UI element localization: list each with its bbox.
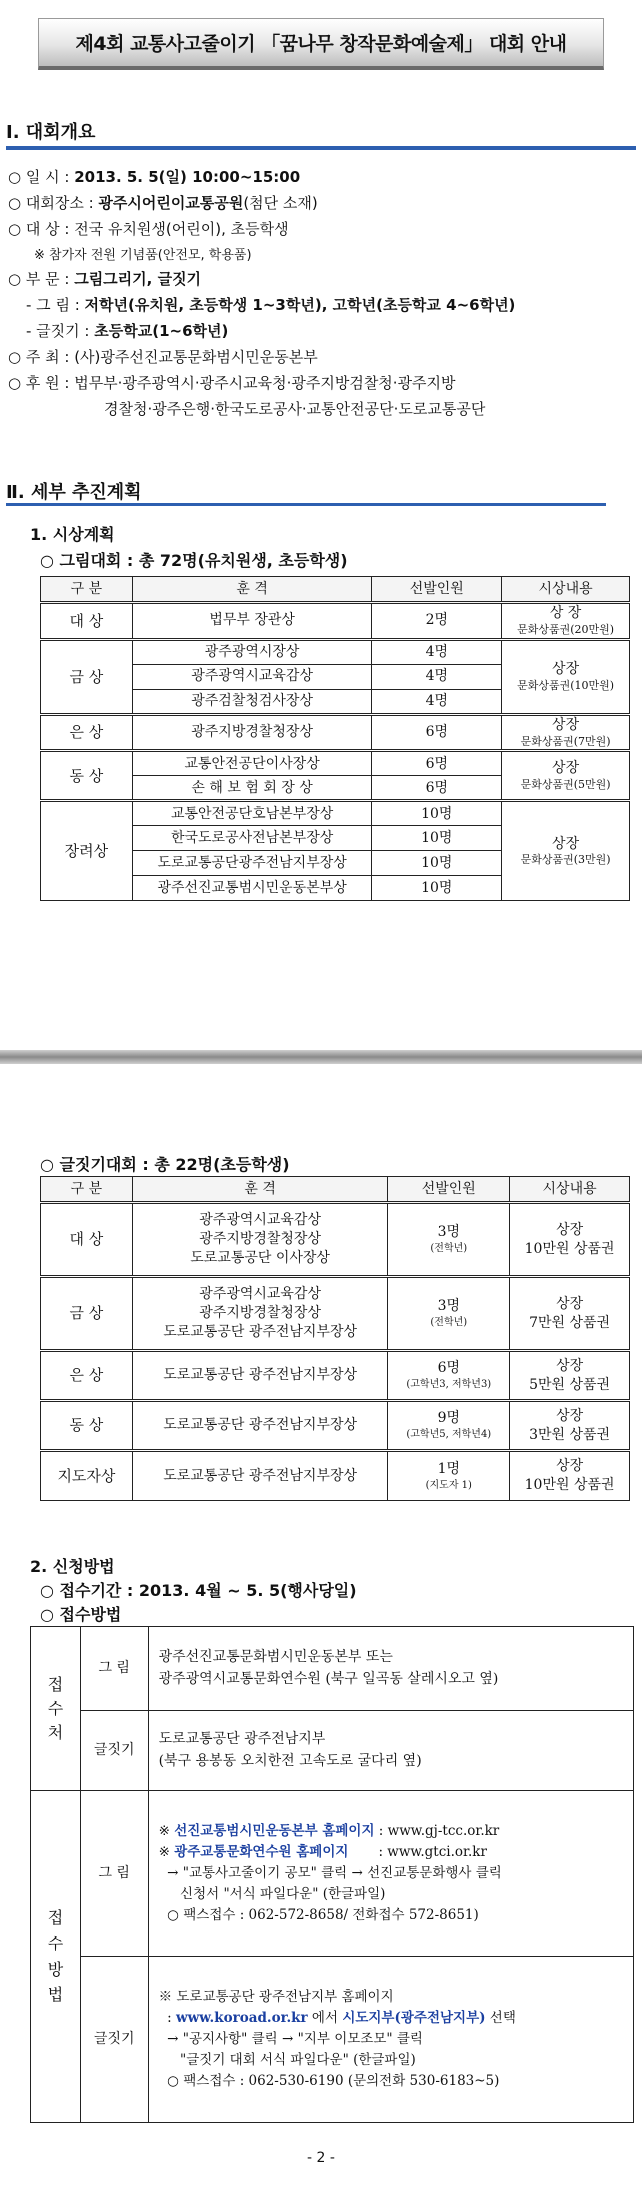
award-grade: 장려상 — [41, 801, 133, 901]
award-titles: 도로교통공단 광주전남지부장상 — [132, 1401, 388, 1451]
award-prize: 상 장 문화상품권(20만원) — [502, 603, 630, 640]
drawing-reception-place: 광주선진교통문화범시민운동본부 또는 광주광역시교통문화연수원 (북구 일곡동 살레시오고 옆) — [148, 1627, 633, 1711]
award-prize: 상장 3만원 상품권 — [510, 1401, 630, 1451]
award-prize: 상장 5만원 상품권 — [510, 1351, 630, 1401]
award-title: 한국도로공사전남본부장상 — [132, 826, 372, 851]
drawing-contest-title: ○ 그림대회 : 총 72명(유치원생, 초등학생) — [40, 551, 348, 570]
award-count: 6명 — [372, 751, 502, 776]
table-row — [41, 639, 630, 664]
writing-label: 글짓기 — [80, 1711, 148, 1791]
award-grade: 은 상 — [41, 1351, 133, 1401]
award-count: 9명 (고학년5, 저학년4) — [388, 1401, 510, 1451]
col-header-prize: 시상내용 — [510, 1177, 630, 1203]
writing-contest-title: ○ 글짓기대회 : 총 22명(초등학생) — [40, 1155, 290, 1174]
award-count: 3명 (전학년) — [388, 1203, 510, 1277]
reception-method-label: 접수방법 — [31, 1791, 81, 2123]
overview-value: 경찰청·광주은행·한국도로공사·교통안전공단·도로교통공단 — [104, 400, 486, 418]
table-row — [41, 801, 630, 826]
award-title: 법무부 장관상 — [132, 603, 372, 640]
award-grade: 대 상 — [41, 603, 133, 640]
overview-item — [8, 268, 201, 289]
award-titles: 광주광역시교육감상 광주지방경찰청장상 도로교통공단 이사장상 — [132, 1203, 388, 1277]
method-line: ※ 선진교통범시민운동본부 홈페이지 : www.gj-tcc.or.kr — [158, 1823, 500, 1840]
method-line: 신청서 "서식 파일다운" (한글파일) — [180, 1885, 386, 1902]
drawing-award-table — [40, 576, 630, 901]
writing-reception-place: 도로교통공단 광주전남지부 (북구 용봉동 오치한전 고속도로 굴다리 옆) — [148, 1711, 633, 1791]
page-title: 제4회 교통사고줄이기 「꿈나무 창작문화예술제」 대회 안내 — [75, 33, 567, 55]
award-plan-heading: 1. 시상계획 — [30, 525, 115, 544]
section2-heading: Ⅱ. 세부 추진계획 — [6, 482, 142, 503]
award-titles: 도로교통공단 광주전남지부장상 — [132, 1351, 388, 1401]
overview-label: ○ 주 최 : — [8, 348, 75, 366]
method-line: → "교통사고줄이기 공모" 클릭 → 선진교통문화행사 클릭 — [158, 1865, 502, 1882]
overview-value: ※ 참가자 전원 기념품(안전모, 학용품) — [34, 248, 252, 263]
overview-item — [8, 166, 300, 187]
award-titles: 광주광역시교육감상 광주지방경찰청장상 도로교통공단 광주전남지부장상 — [132, 1277, 388, 1351]
col-header-prize: 시상내용 — [502, 577, 630, 603]
award-title: 손 해 보 험 회 장 상 — [132, 776, 372, 801]
award-count: 2명 — [372, 603, 502, 640]
award-count: 4명 — [372, 664, 502, 689]
table-row — [41, 603, 630, 640]
col-header-count: 선발인원 — [372, 577, 502, 603]
award-prize: 상장 문화상품권(3만원) — [502, 801, 630, 901]
overview-item — [8, 346, 318, 367]
overview-value: 초등학교(1~6학년) — [94, 322, 229, 340]
overview-label: ○ 대회장소 : — [8, 194, 99, 212]
award-count: 10명 — [372, 826, 502, 851]
award-title: 교통안전공단호남본부장상 — [132, 801, 372, 826]
method-line: ○ 팩스접수 : 062-572-8658/ 전화접수 572-8651) — [158, 1906, 479, 1923]
overview-item — [8, 192, 318, 213]
award-grade: 대 상 — [41, 1203, 133, 1277]
award-title: 교통안전공단이사장상 — [132, 751, 372, 776]
drawing-label: 그 림 — [80, 1627, 148, 1711]
overview-label: ○ 대 상 : — [8, 220, 75, 238]
award-count: 10명 — [372, 876, 502, 901]
table-row — [41, 751, 630, 776]
table-row — [41, 1401, 630, 1451]
award-grade: 동 상 — [41, 751, 133, 801]
award-grade: 지도자상 — [41, 1451, 133, 1501]
overview-label: - 그 림 : — [26, 296, 85, 314]
award-titles: 도로교통공단 광주전남지부장상 — [132, 1451, 388, 1501]
award-prize: 상장 문화상품권(7만원) — [502, 714, 630, 751]
award-count: 6명 (고학년3, 저학년3) — [388, 1351, 510, 1401]
section1-rule — [6, 146, 636, 150]
application-method-heading: ○ 접수방법 — [40, 1605, 122, 1624]
award-title: 광주광역시장상 — [132, 639, 372, 664]
award-count: 10명 — [372, 851, 502, 876]
award-count: 3명 (전학년) — [388, 1277, 510, 1351]
drawing-label: 그 림 — [80, 1791, 148, 1957]
table-row — [41, 1451, 630, 1501]
overview-item — [34, 244, 252, 263]
table-row — [41, 1203, 630, 1277]
overview-extra: (첨단 소재) — [243, 194, 318, 212]
method-line: ※ 도로교통공단 광주전남지부 홈페이지 — [158, 1989, 394, 2006]
application-table — [30, 1626, 634, 2123]
overview-label: ○ 후 원 : — [8, 374, 75, 392]
award-prize: 상장 문화상품권(5만원) — [502, 751, 630, 801]
award-count: 6명 — [372, 776, 502, 801]
section1-heading: Ⅰ. 대회개요 — [6, 122, 96, 143]
method-line: : www.koroad.or.kr 에서 시도지부(광주전남지부) 선택 — [158, 2010, 516, 2027]
award-count: 4명 — [372, 639, 502, 664]
award-grade: 동 상 — [41, 1401, 133, 1451]
award-prize: 상장 10만원 상품권 — [510, 1203, 630, 1277]
award-title: 광주지방경찰청장상 — [132, 714, 372, 751]
application-period: ○ 접수기간 : 2013. 4월 ~ 5. 5(행사당일) — [40, 1581, 357, 1600]
table-row — [41, 1277, 630, 1351]
overview-value: 2013. 5. 5(일) 10:00~15:00 — [74, 168, 301, 186]
overview-value: (사)광주선진교통문화범시민운동본부 — [74, 348, 318, 366]
award-title: 광주광역시교육감상 — [132, 664, 372, 689]
section2-rule — [6, 503, 606, 506]
writing-award-table — [40, 1176, 630, 1501]
award-count: 6명 — [372, 714, 502, 751]
award-prize: 상장 문화상품권(10만원) — [502, 639, 630, 714]
overview-item — [8, 218, 289, 239]
overview-item — [26, 294, 515, 315]
overview-value: 그림그리기, 글짓기 — [74, 270, 202, 288]
award-grade: 은 상 — [41, 714, 133, 751]
award-title: 광주선진교통범시민운동본부상 — [132, 876, 372, 901]
title-banner — [38, 18, 604, 70]
page-number: - 2 - — [307, 2150, 335, 2166]
table-row — [41, 714, 630, 751]
award-grade: 금 상 — [41, 1277, 133, 1351]
overview-value: 전국 유치원생(어린이), 초등학생 — [74, 220, 289, 238]
award-prize: 상장 10만원 상품권 — [510, 1451, 630, 1501]
award-prize: 상장 7만원 상품권 — [510, 1277, 630, 1351]
application-heading: 2. 신청방법 — [30, 1557, 115, 1576]
reception-place-label: 접수처 — [31, 1627, 81, 1791]
page-break — [0, 1050, 642, 1064]
award-count: 10명 — [372, 801, 502, 826]
award-title: 도로교통공단광주전남지부장상 — [132, 851, 372, 876]
overview-item — [26, 320, 228, 341]
award-count: 4명 — [372, 689, 502, 714]
method-line: "글짓기 대회 서식 파일다운" (한글파일) — [180, 2051, 416, 2068]
writing-label: 글짓기 — [80, 1957, 148, 2123]
table-row — [41, 1351, 630, 1401]
col-header-award: 훈 격 — [132, 1177, 388, 1203]
overview-item — [104, 398, 485, 419]
overview-value: 저학년(유치원, 초등학생 1~3학년), 고학년(초등학교 4~6학년) — [84, 296, 516, 314]
drawing-method-details — [148, 1791, 633, 1957]
writing-method-details — [148, 1957, 633, 2123]
overview-value: 광주시어린이교통공원 — [98, 194, 244, 212]
col-header-award: 훈 격 — [132, 577, 372, 603]
award-grade: 금 상 — [41, 639, 133, 714]
overview-item — [8, 372, 456, 393]
overview-value: 법무부·광주광역시·광주시교육청·광주지방검찰청·광주지방 — [74, 374, 456, 392]
method-line: ○ 팩스접수 : 062-530-6190 (문의전화 530-6183~5) — [158, 2072, 500, 2089]
overview-label: ○ 일 시 : — [8, 168, 75, 186]
award-title: 광주검찰청검사장상 — [132, 689, 372, 714]
col-header-count: 선발인원 — [388, 1177, 510, 1203]
col-header-category: 구 분 — [41, 1177, 133, 1203]
method-line: ※ 광주교통문화연수원 홈페이지 : www.gtci.or.kr — [158, 1844, 487, 1861]
award-count: 1명 (지도자 1) — [388, 1451, 510, 1501]
method-line: → "공지사항" 클릭 → "지부 이모조모" 클릭 — [158, 2031, 423, 2048]
col-header-category: 구 분 — [41, 577, 133, 603]
overview-label: ○ 부 문 : — [8, 270, 75, 288]
overview-label: - 글짓기 : — [26, 322, 95, 340]
